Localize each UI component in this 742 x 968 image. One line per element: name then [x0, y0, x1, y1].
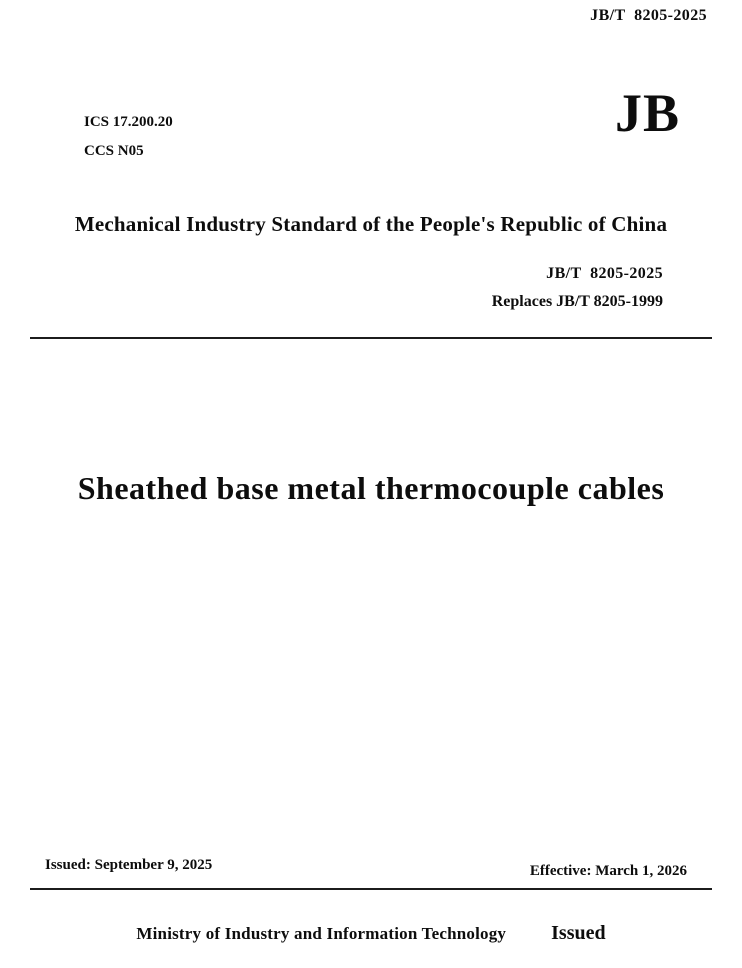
issued-date: Issued: September 9, 2025 [45, 857, 213, 873]
effective-date: Effective: March 1, 2026 [529, 863, 687, 879]
document-title: Sheathed base metal thermocouple cables [77, 470, 665, 506]
jb-logo: JB [614, 83, 680, 143]
standard-heading: Mechanical Industry Standard of the People's Republic of China [74, 212, 668, 236]
issuing-body: Ministry of Industry and Information Technology [136, 924, 507, 943]
standard-doc-number: JB/T 8205-2025 [546, 265, 663, 282]
bottom-horizontal-rule [30, 888, 712, 890]
footer-line [0, 922, 742, 945]
top-horizontal-rule [30, 337, 712, 339]
doc-number-top-right: JB/T 8205-2025 [590, 7, 707, 24]
ics-code: ICS 17.200.20 [84, 114, 173, 130]
replaces-note: Replaces JB/T 8205-1999 [491, 293, 663, 310]
issued-label: Issued [551, 922, 606, 944]
ccs-code: CCS N05 [84, 143, 144, 159]
